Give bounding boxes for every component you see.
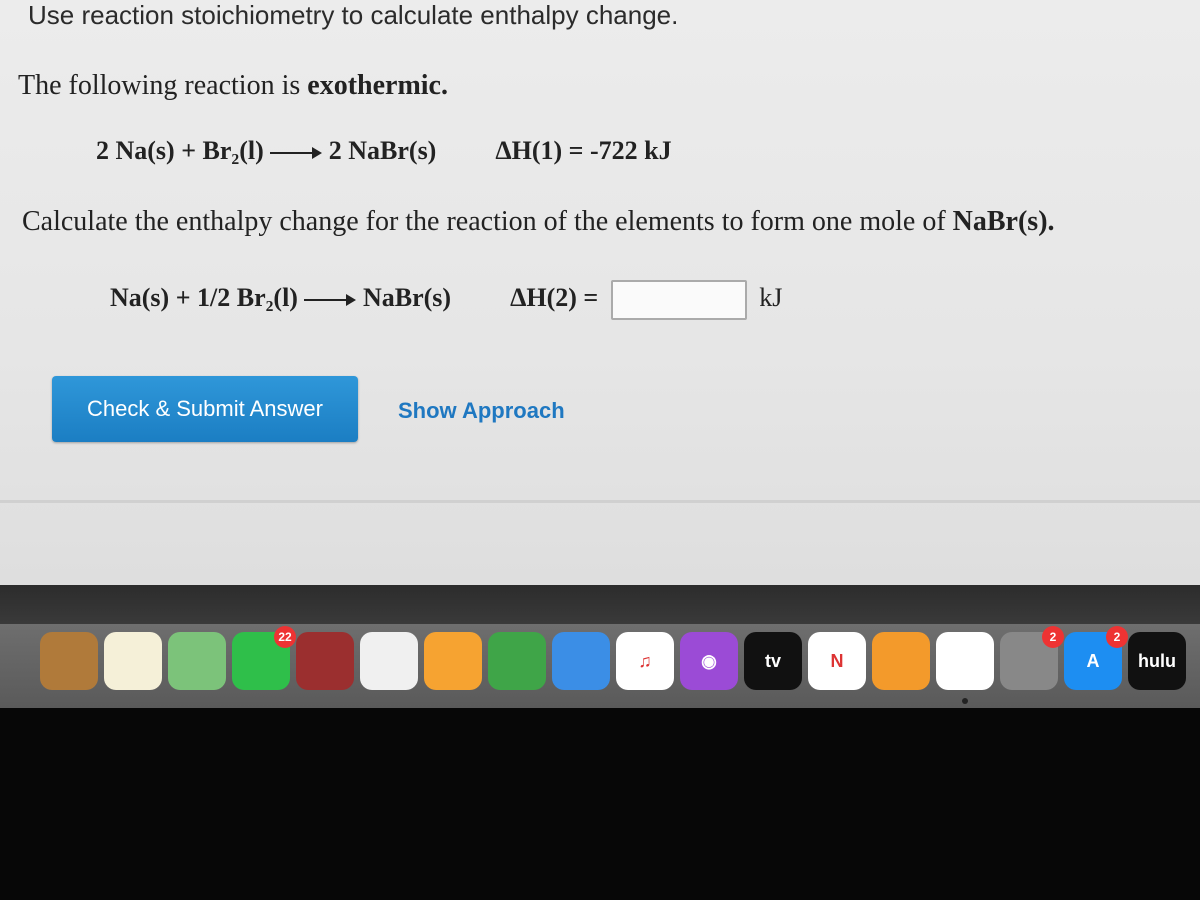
bezel	[0, 708, 1200, 900]
contacts-icon[interactable]	[40, 632, 98, 690]
books-icon[interactable]	[872, 632, 930, 690]
badge: 2	[1106, 626, 1128, 648]
system-preferences-icon[interactable]	[1000, 632, 1058, 690]
podcasts-icon[interactable]: ◉	[680, 632, 738, 690]
running-indicator	[962, 698, 968, 704]
maps-icon[interactable]	[168, 632, 226, 690]
eq2-enthalpy-label: ΔH(2) =	[510, 282, 599, 312]
page-title: Use reaction stoichiometry to calculate enthalpy change.	[28, 0, 679, 30]
badge: 2	[1042, 626, 1064, 648]
music-icon[interactable]: ♫	[616, 632, 674, 690]
reaction-2	[110, 280, 782, 320]
numbers-icon[interactable]	[488, 632, 546, 690]
keynote-icon[interactable]	[552, 632, 610, 690]
eq1-left: 2 Na(s) + Br₂(l)	[96, 136, 264, 165]
facetime-icon[interactable]	[232, 632, 290, 690]
calc-prefix: Calculate the enthalpy change for the reaction of the elements to form one mole of	[22, 206, 953, 237]
check-submit-button[interactable]: Check & Submit Answer	[52, 376, 358, 442]
apple-tv-icon[interactable]: tv	[744, 632, 802, 690]
divider	[0, 500, 1200, 503]
arrow-icon	[270, 143, 322, 163]
chrome-icon[interactable]	[936, 632, 994, 690]
answer-input[interactable]	[611, 280, 747, 320]
arrow-icon	[304, 290, 356, 310]
notes-icon[interactable]	[104, 632, 162, 690]
eq1-enthalpy: ΔH(1) = -722 kJ	[495, 136, 672, 165]
badge: 22	[274, 626, 296, 648]
eq2-right: NaBr(s)	[362, 282, 452, 312]
intro-bold: exothermic.	[307, 70, 448, 101]
calc-bold: NaBr(s).	[952, 206, 1055, 237]
calc-instruction	[22, 206, 1055, 238]
photo-booth-icon[interactable]	[296, 632, 354, 690]
intro-prefix: The following reaction is	[18, 70, 308, 101]
app-store-icon[interactable]: A 2	[1064, 632, 1122, 690]
news-icon[interactable]: N	[808, 632, 866, 690]
show-approach-link[interactable]: Show Approach	[398, 398, 565, 423]
reaction-1	[96, 136, 672, 166]
photos-icon[interactable]	[360, 632, 418, 690]
dock	[0, 624, 1200, 708]
intro-text	[18, 70, 448, 102]
unit-label: kJ	[759, 282, 783, 312]
eq1-right: 2 NaBr(s)	[328, 136, 437, 165]
eq2-left: Na(s) + 1/2 Br₂(l)	[110, 282, 298, 312]
dock-shelf	[0, 585, 1200, 625]
hulu-icon[interactable]: hulu	[1128, 632, 1186, 690]
pages-icon[interactable]	[424, 632, 482, 690]
